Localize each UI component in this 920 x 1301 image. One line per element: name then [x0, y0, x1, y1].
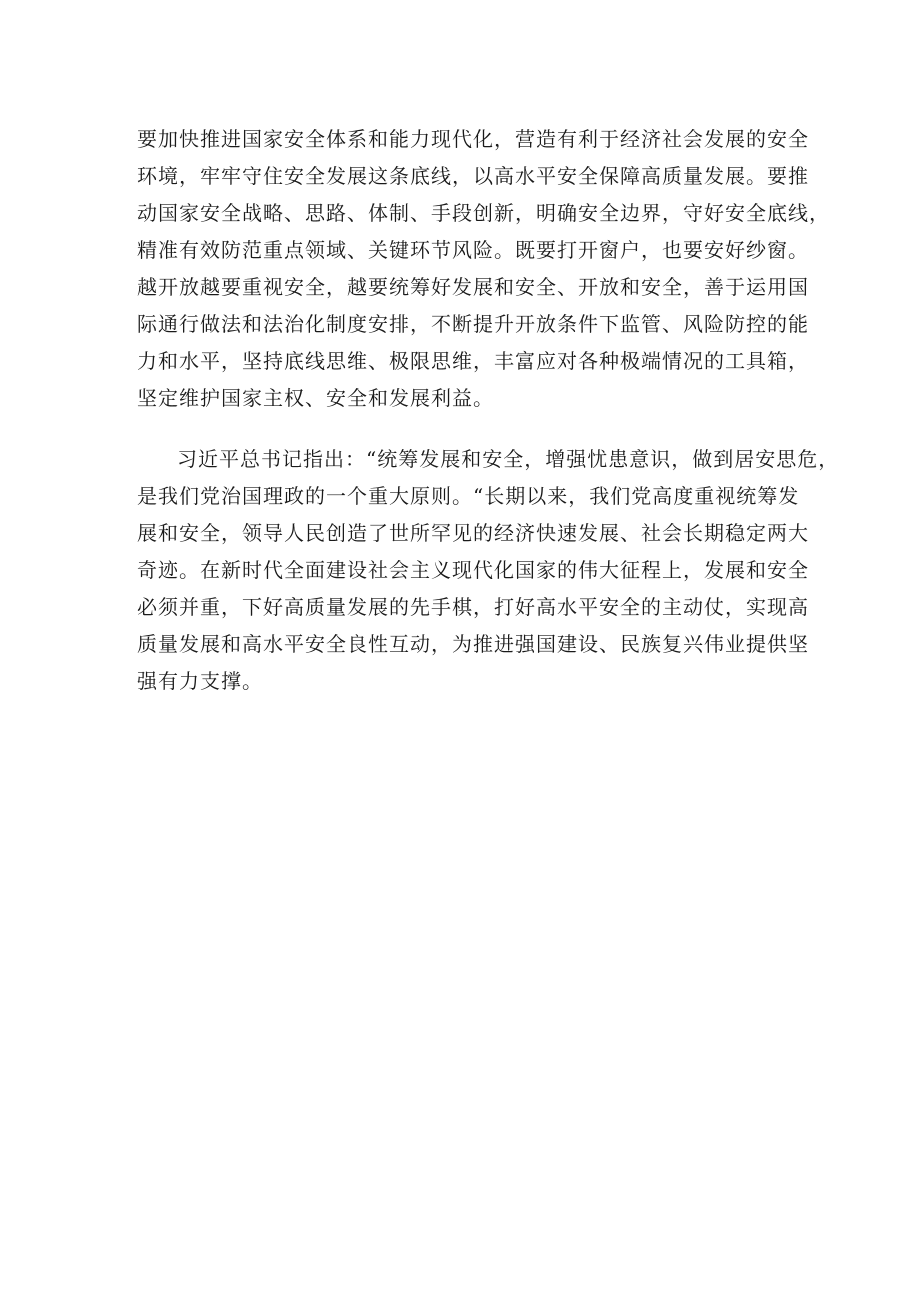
text-line: 强有力支撑。 [137, 669, 263, 693]
text-line: 要加快推进国家安全体系和能力现代化，营造有利于经济社会发展的安全 [137, 127, 809, 151]
text-line: 奇迹。在新时代全面建设社会主义现代化国家的伟大征程上，发展和安全 [137, 558, 809, 582]
text-line: 环境，牢牢守住安全发展这条底线，以高水平安全保障高质量发展。要推 [137, 164, 809, 188]
text-line: 精准有效防范重点领域、关键环节风险。既要打开窗户，也要安好纱窗。 [137, 238, 809, 262]
body-text [137, 121, 840, 700]
text-line: 动国家安全战略、思路、体制、手段创新，明确安全边界，守好安全底线， [137, 201, 830, 225]
text-line: 是我们党治国理政的一个重大原则。“长期以来，我们党高度重视统筹发 [137, 484, 800, 508]
paragraph-spacer [137, 417, 797, 441]
paragraph-1 [137, 121, 830, 417]
text-line: 习近平总书记指出：“统筹发展和安全，增强忧患意识，做到居安思危， [177, 447, 840, 471]
text-line: 坚定维护国家主权、安全和发展利益。 [137, 386, 494, 410]
text-line: 力和水平，坚持底线思维、极限思维，丰富应对各种极端情况的工具箱， [137, 349, 809, 373]
text-line: 展和安全，领导人民创造了世所罕见的经济快速发展、社会长期稳定两大 [137, 521, 809, 545]
text-line: 质量发展和高水平安全良性互动，为推进强国建设、民族复兴伟业提供坚 [137, 632, 809, 656]
text-line: 必须并重，下好高质量发展的先手棋，打好高水平安全的主动仗，实现高 [137, 595, 809, 619]
text-line: 际通行做法和法治化制度安排，不断提升开放条件下监管、风险防控的能 [137, 312, 809, 336]
paragraph-2 [137, 441, 840, 700]
text-line: 越开放越要重视安全，越要统筹好发展和安全、开放和安全，善于运用国 [137, 275, 809, 299]
